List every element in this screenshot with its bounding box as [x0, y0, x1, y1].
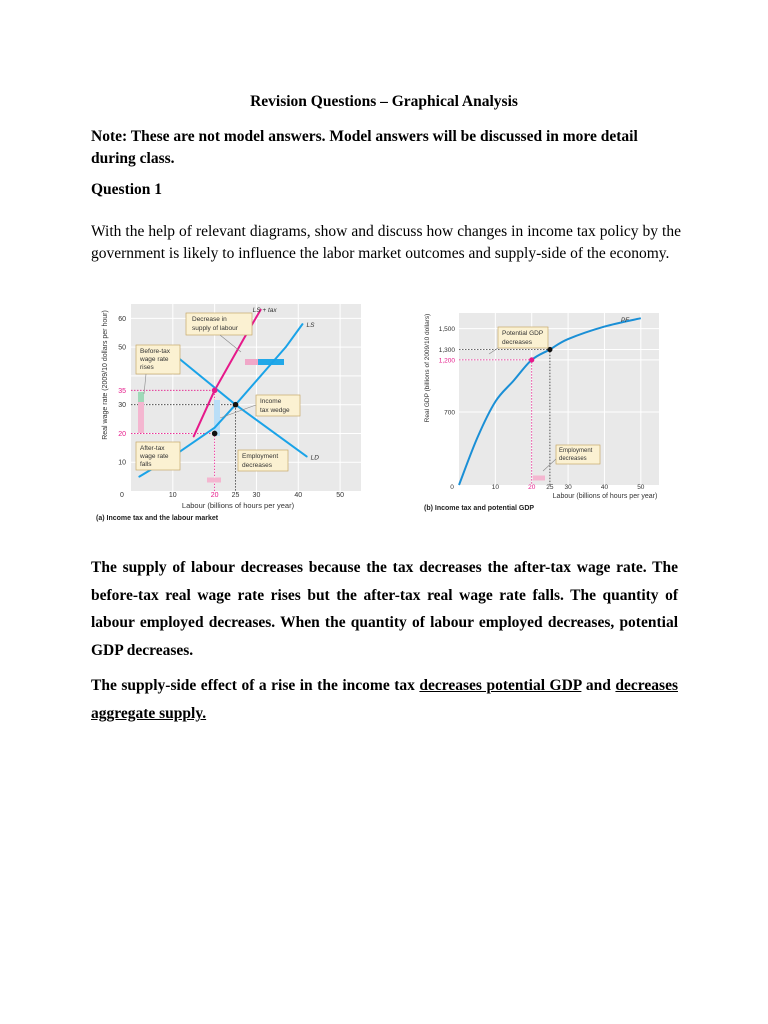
chart-b	[424, 313, 659, 512]
answer-paragraph-2	[91, 672, 678, 728]
chart-a-xlabel: Labour (billions of hours per year)	[181, 501, 295, 510]
svg-text:Employment: Employment	[559, 448, 593, 454]
answer-2-underlined-1: decreases potential GDP	[419, 677, 582, 694]
x-tick-label: 50	[336, 492, 344, 499]
chart-a	[96, 304, 361, 522]
x-tick-label: 10	[491, 484, 499, 491]
svg-text:wage rate: wage rate	[140, 453, 169, 460]
chart-b-caption: (b) Income tax and potential GDP	[424, 505, 535, 512]
x-tick-label: 0	[120, 492, 124, 499]
y-tick-label: 20	[118, 430, 126, 438]
y-tick-label: 1,300	[438, 346, 455, 354]
svg-text:tax wedge: tax wedge	[260, 407, 290, 414]
data-point	[233, 402, 239, 408]
series-label: PF	[620, 317, 630, 325]
y-tick-label: 30	[118, 402, 126, 410]
x-tick-label: 40	[600, 484, 609, 491]
y-tick-label: 10	[118, 459, 126, 467]
svg-text:Potential GDP: Potential GDP	[502, 330, 544, 337]
svg-text:wage rate: wage rate	[140, 356, 169, 363]
svg-text:Income: Income	[260, 398, 282, 405]
question-heading: Question 1	[91, 181, 163, 198]
series-label: LS	[306, 322, 315, 330]
annotation-after-tax	[136, 442, 180, 470]
svg-text:Before-tax: Before-tax	[140, 348, 170, 355]
x-tick-label: 50	[637, 484, 645, 491]
series-label: LS + tax	[252, 306, 277, 314]
x-tick-label: 20	[528, 484, 536, 491]
page-title: Revision Questions – Graphical Analysis	[250, 93, 518, 110]
x-tick-label: 20	[210, 492, 219, 499]
chart-a-ylabel: Real wage rate (2009/10 dollars per hour)	[102, 310, 109, 440]
chart-b-x-ticks	[450, 484, 645, 491]
chart-a-caption: (a) Income tax and the labour market	[96, 515, 219, 522]
chart-a-x-ticks	[120, 492, 344, 499]
data-point	[212, 388, 218, 394]
svg-text:decreases: decreases	[502, 339, 532, 346]
svg-text:Decrease in: Decrease in	[192, 316, 227, 323]
y-tick-label: 1,500	[438, 326, 455, 334]
answer-2-text-1: The supply-side effect of a rise in the income tax	[91, 677, 420, 694]
annotation-employment-a	[238, 450, 288, 471]
chart-b-xlabel: Labour (billions of hours per year)	[552, 493, 658, 500]
x-tick-label: 0	[450, 484, 454, 491]
note-text: Note: These are not model answers. Model answers will be discussed in more detail during class.	[91, 128, 638, 167]
svg-text:After-tax: After-tax	[140, 445, 165, 452]
answer-2-underlined-2: decreases aggregate supply.	[91, 677, 678, 722]
x-tick-label: 25	[231, 492, 240, 499]
svg-text:decreases: decreases	[559, 456, 587, 462]
x-tick-label: 30	[564, 484, 572, 491]
svg-text:supply of labour: supply of labour	[192, 325, 238, 332]
data-point	[212, 431, 218, 437]
y-tick-label: 1,200	[438, 357, 455, 365]
data-point	[529, 357, 534, 362]
svg-text:rises: rises	[140, 364, 154, 371]
y-tick-label: 700	[444, 409, 455, 417]
y-tick-label: 35	[118, 387, 126, 395]
answer-2-text-2: and	[581, 677, 616, 694]
svg-text:decreases: decreases	[242, 462, 272, 469]
svg-text:Employment: Employment	[242, 453, 279, 460]
y-tick-label: 60	[118, 315, 126, 323]
x-tick-label: 10	[168, 492, 177, 499]
series-label: LD	[310, 454, 319, 462]
chart-b-ylabel: Real GDP (billions of 2009/10 dollars)	[424, 313, 431, 423]
chart-a-y-ticks	[118, 316, 126, 467]
question-text: With the help of relevant diagrams, show and discuss how changes in income tax policy by the government is likely to influence the labor market outcomes and supply-side of the economy.	[91, 223, 681, 262]
x-tick-label: 40	[294, 492, 303, 499]
svg-text:falls: falls	[140, 461, 152, 468]
y-tick-label: 50	[118, 344, 126, 352]
answer-paragraph-1: The supply of labour decreases because the tax decreases the after-tax wage rate. The before-tax real wage rate rises but the after-tax real wage rate falls. The quantity of labour employed decreases. When the quantity of labour employed decreases, potential GDP decreases.	[91, 559, 678, 659]
x-tick-label: 25	[546, 484, 554, 491]
chart-b-y-ticks	[439, 326, 456, 416]
x-tick-label: 30	[252, 492, 261, 499]
